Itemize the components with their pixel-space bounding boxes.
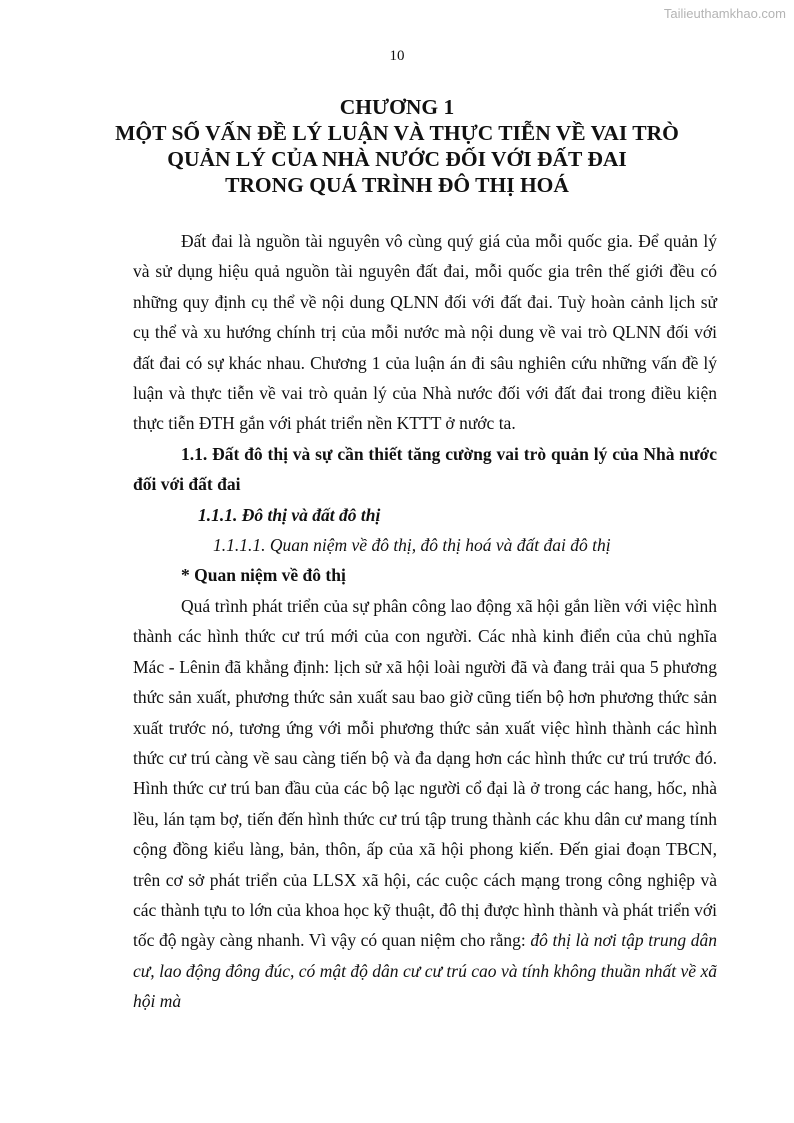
chapter-title-line: QUẢN LÝ CỦA NHÀ NƯỚC ĐỐI VỚI ĐẤT ĐAI <box>167 147 627 171</box>
section-heading-1-1: 1.1. Đất đô thị và sự cần thiết tăng cường vai trò quản lý của Nhà nước đối với đất đai <box>133 443 717 495</box>
document-body <box>133 226 717 1017</box>
chapter-title-line: TRONG QUÁ TRÌNH ĐÔ THỊ HOÁ <box>225 173 569 197</box>
main-paragraph <box>133 591 717 1017</box>
section-heading-1-1-1: 1.1.1. Đô thị và đất đô thị <box>198 504 381 525</box>
intro-paragraph: Đất đai là nguồn tài nguyên vô cùng quý giá của mỗi quốc gia. Để quản lý và sử dụng hiệu quả nguồn tài nguyên đất đai, mỗi quốc gia trên thế giới đều có những quy định cụ thể về nội dung QLNN đối với đất đai. Tuỳ hoàn cảnh lịch sử cụ thể và xu hướng chính trị của mỗi nước mà nội dung về vai trò QLNN đối với đất đai có sự khác nhau. Chương 1 của luận án đi sâu nghiên cứu những vấn đề lý luận và thực tiễn về vai trò quản lý của Nhà nước đối với đất đai trong điều kiện thực tiễn ĐTH gắn với phát triển nền KTTT ở nước ta. <box>133 231 717 434</box>
chapter-title-line: MỘT SỐ VẤN ĐỀ LÝ LUẬN VÀ THỰC TIỄN VỀ VAI TRÒ <box>115 121 679 145</box>
section-heading-1-1-1-1: 1.1.1.1. Quan niệm về đô thị, đô thị hoá và đất đai đô thị <box>213 535 611 556</box>
subheading: * Quan niệm về đô thị <box>181 565 346 586</box>
main-paragraph-italic: đô thị là nơi tập trung dân cư, lao động đông đúc, có mật độ dân cư cư trú cao và tính không thuần nhất về xã hội mà <box>133 930 717 1012</box>
page-number: 10 <box>389 48 405 64</box>
chapter-label: CHƯƠNG 1 <box>339 95 455 119</box>
main-paragraph-text: Quá trình phát triển của sự phân công lao động xã hội gắn liền với việc hình thành các hình thức cư trú mới của con người. Các nhà kinh điển của chủ nghĩa Mác - Lênin đã khẳng định: lịch sử xã hội loài người đã và đang trải qua 5 phương thức sản xuất, phương thức sản xuất sau bao giờ cũng tiến bộ hơn phương thức sản xuất trước nó, tương ứng với mỗi phương thức sản xuất việc hình thành các hình thức cư trú càng về sau càng tiến bộ và đa dạng hơn các hình thức cư trú trước đó. Hình thức cư trú ban đầu của các bộ lạc người cổ đại là ở trong các hang, hốc, nhà lều, lán tạm bợ, tiến đến hình thức cư trú tập trung thành các khu dân cư mang tính cộng đồng kiểu làng, bản, thôn, ấp của xã hội phong kiến. Đến giai đoạn TBCN, trên cơ sở phát triển của LLSX xã hội, các cuộc cách mạng trong công nghiệp và các thành tựu to lớn của khoa học kỹ thuật, đô thị được hình thành và phát triển với tốc độ ngày càng nhanh. Vì vậy có quan niệm cho rằng: <box>133 595 717 951</box>
watermark: Tailieuthamkhao.com <box>663 6 786 21</box>
chapter-heading <box>80 94 714 198</box>
